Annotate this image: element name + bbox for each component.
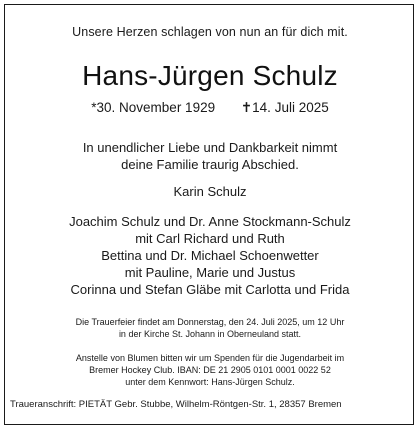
birth-date: *30. November 1929: [91, 100, 216, 115]
intro-line: Unsere Herzen schlagen von nun an für dich mit.: [72, 25, 348, 39]
mourning-address: Traueranschrift: PIETÄT Gebr. Stubbe, Wilhelm-Röntgen-Str. 1, 28357 Bremen: [10, 399, 342, 410]
farewell-line-2: deine Familie traurig Abschied.: [121, 157, 299, 172]
farewell-line-1: In unendlicher Liebe und Dankbarkeit nimmt: [82, 140, 338, 155]
family-line-2: mit Carl Richard und Ruth: [135, 231, 285, 246]
death-date: ✝14. Juli 2025: [240, 100, 329, 115]
funeral-line-2: in der Kirche St. Johann in Oberneuland statt.: [118, 329, 302, 339]
donation-line-2: Bremer Hockey Club. IBAN: DE 21 2905 0101 0001 0022 52: [89, 365, 331, 375]
family-line-5: Corinna und Stefan Gläbe mit Carlotta und Frida: [70, 282, 350, 297]
life-dates: [0, 100, 420, 116]
family-line-4: mit Pauline, Marie und Justus: [124, 265, 296, 280]
family-line-3: Bettina und Dr. Michael Schoenwetter: [101, 248, 319, 263]
family-line-1: Joachim Schulz und Dr. Anne Stockmann-Schulz: [69, 214, 351, 229]
donation-line-3: unter dem Kennwort: Hans-Jürgen Schulz.: [125, 377, 295, 387]
widow-name: Karin Schulz: [173, 184, 247, 199]
deceased-name: Hans-Jürgen Schulz: [82, 60, 338, 91]
donation-line-1: Anstelle von Blumen bitten wir um Spenden für die Jugendarbeit im: [75, 353, 345, 363]
funeral-line-1: Die Trauerfeier findet am Donnerstag, den 24. Juli 2025, um 12 Uhr: [75, 317, 345, 327]
